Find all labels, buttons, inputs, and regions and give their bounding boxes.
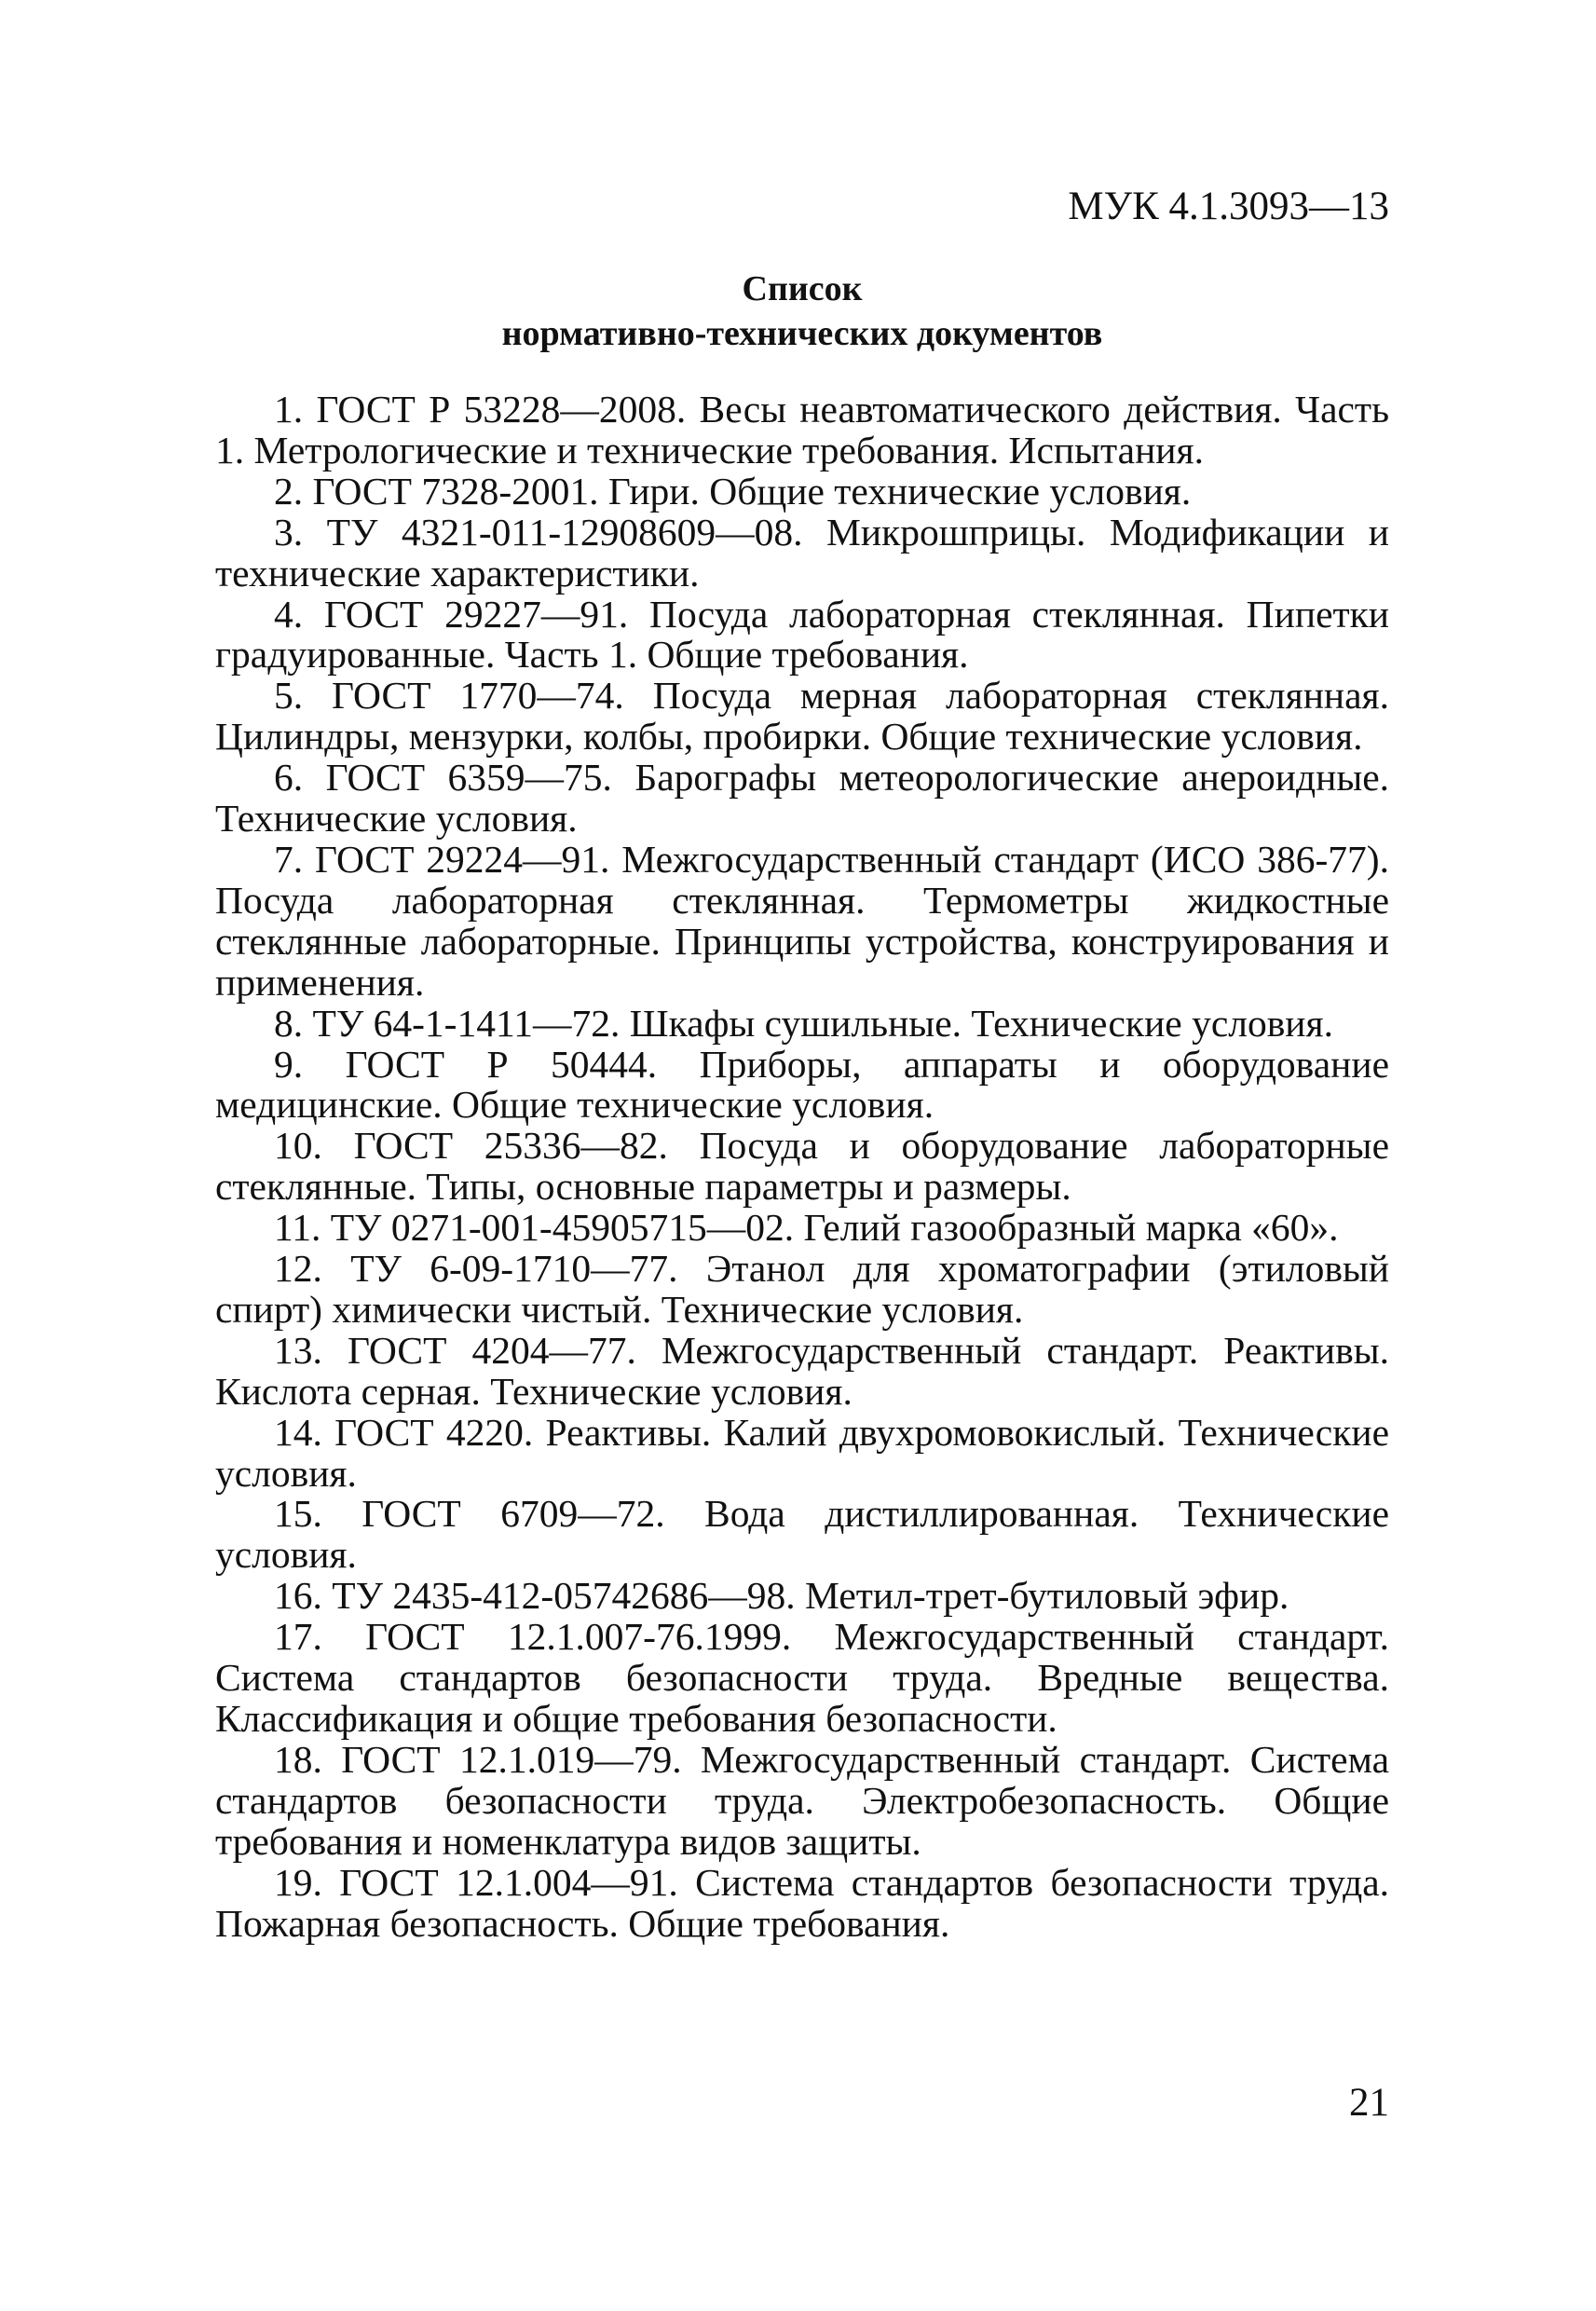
- reference-item: 16. ТУ 2435-412-05742686—98. Метил-трет-бутиловый эфир.: [274, 1574, 1289, 1618]
- reference-item: 13. ГОСТ 4204—77. Межгосударственный стандарт. Реактивы. Кислота серная. Технические условия.: [215, 1328, 1389, 1413]
- reference-item: 2. ГОСТ 7328-2001. Гири. Общие технические условия.: [274, 469, 1192, 513]
- section-title-line-1: Список: [742, 269, 863, 308]
- reference-item: 3. ТУ 4321-011-12908609—08. Микрошприцы. Модификации и технические характеристики.: [215, 510, 1389, 595]
- reference-item: 14. ГОСТ 4220. Реактивы. Калий двухромовокислый. Технические условия.: [215, 1410, 1389, 1495]
- reference-item: 8. ТУ 64-1-1411—72. Шкафы сушильные. Технические условия.: [274, 1001, 1333, 1045]
- page-number: 21: [1349, 2081, 1389, 2125]
- reference-item: 7. ГОСТ 29224—91. Межгосударственный стандарт (ИСО 386-77). Посуда лабораторная стеклянная. Термометры жидкостные стеклянные лабораторные. Принципы устройства, конструирования и применения.: [215, 837, 1389, 1004]
- reference-item: 9. ГОСТ Р 50444. Приборы, аппараты и оборудование медицинские. Общие технические условия.: [215, 1042, 1389, 1127]
- reference-item: 4. ГОСТ 29227—91. Посуда лабораторная стеклянная. Пипетки градуированные. Часть 1. Общие требования.: [215, 592, 1389, 677]
- reference-item: 5. ГОСТ 1770—74. Посуда мерная лабораторная стеклянная. Цилиндры, мензурки, колбы, пробирки. Общие технические условия.: [215, 674, 1389, 759]
- reference-item: 17. ГОСТ 12.1.007-76.1999. Межгосударственный стандарт. Система стандартов безопасности труда. Вредные вещества. Классификация и общие требования безопасности.: [215, 1615, 1389, 1740]
- reference-item: 15. ГОСТ 6709—72. Вода дистиллированная. Технические условия.: [215, 1492, 1389, 1577]
- reference-item: 18. ГОСТ 12.1.019—79. Межгосударственный стандарт. Система стандартов безопасности труда. Электробезопасность. Общие требования и номенклатура видов защиты.: [215, 1737, 1389, 1863]
- section-title: [215, 267, 1389, 356]
- references-list: [215, 390, 1389, 1944]
- reference-item: 10. ГОСТ 25336—82. Посуда и оборудование лабораторные стеклянные. Типы, основные параметры и размеры.: [215, 1124, 1389, 1209]
- reference-item: 1. ГОСТ Р 53228—2008. Весы неавтоматического действия. Часть 1. Метрологические и технические требования. Испытания.: [215, 388, 1389, 472]
- reference-item: 6. ГОСТ 6359—75. Барографы метеорологические анероидные. Технические условия.: [215, 756, 1389, 841]
- reference-item: 19. ГОСТ 12.1.004—91. Система стандартов безопасности труда. Пожарная безопасность. Общие требования.: [215, 1860, 1389, 1945]
- reference-item: 12. ТУ 6-09-1710—77. Этанол для хроматографии (этиловый спирт) химически чистый. Технические условия.: [215, 1247, 1389, 1331]
- document-code: МУК 4.1.3093—13: [1068, 185, 1389, 228]
- reference-item: 11. ТУ 0271-001-45905715—02. Гелий газообразный марка «60».: [274, 1206, 1339, 1250]
- section-title-line-2: нормативно-технических документов: [501, 314, 1103, 353]
